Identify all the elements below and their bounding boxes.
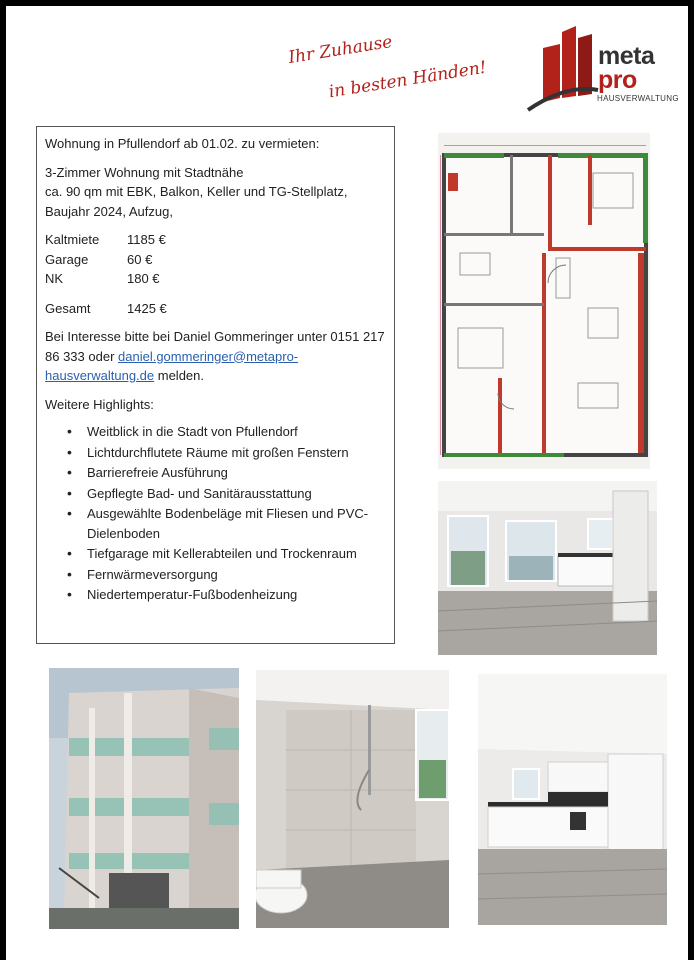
logo-word-pro: pro (598, 66, 637, 94)
contact-suffix: melden. (154, 368, 205, 383)
cost-value: 60 € (127, 251, 153, 267)
cost-label: NK (45, 271, 64, 286)
logo-word-meta: meta (598, 42, 655, 70)
highlight-item: • Niedertemperatur-Fußbodenheizung (45, 585, 386, 605)
living-room-photo (438, 481, 657, 655)
highlight-item: • Gepflegte Bad- und Sanitärausstattung (45, 484, 386, 504)
tagline-line-2: in besten Händen! (327, 57, 488, 103)
cost-label: Garage (45, 251, 89, 267)
listing-info-box (36, 126, 395, 644)
total-label: Gesamt (45, 300, 91, 316)
bathroom-photo (256, 670, 449, 928)
listing-heading: Wohnung in Pfullendorf ab 01.02. zu vermieten: (45, 136, 320, 151)
cost-label: Kaltmiete (45, 232, 100, 247)
contact-prefix: Bei Interesse bitte bei Daniel Gommeringer unter 0151 217 86 333 oder (45, 329, 385, 364)
cost-table (45, 230, 386, 289)
highlight-item: • Tiefgarage mit Kellerabteilen und Trockenraum (45, 544, 386, 564)
contact-text (45, 327, 386, 386)
highlight-item: • Weitblick in die Stadt von Pfullendorf (45, 422, 386, 442)
listing-description: 3-Zimmer Wohnung mit Stadtnähe ca. 90 qm mit EBK, Balkon, Keller und TG-Stellplatz, Baujahr 2024, Aufzug, (45, 164, 348, 219)
highlight-item: • Lichtdurchflutete Räume mit großen Fenstern (45, 443, 386, 463)
highlight-item: • Barrierefreie Ausführung (45, 463, 386, 483)
kitchen-photo (478, 674, 667, 925)
total-value: 1425 € (127, 300, 167, 316)
highlight-item: • Fernwärmeversorgung (45, 565, 386, 585)
floorplan-image (438, 133, 650, 469)
highlights-list (45, 422, 386, 605)
logo-subtitle: HAUSVERWALTUNG (597, 94, 679, 103)
tagline-line-1: Ihr Zuhause (287, 31, 394, 69)
highlight-item: • Ausgewählte Bodenbeläge mit Fliesen und PVC-Dielenboden (45, 504, 386, 543)
building-exterior-photo (49, 668, 239, 929)
cost-total (45, 299, 386, 319)
cost-value: 180 € (127, 271, 160, 286)
cost-value: 1185 € (127, 232, 166, 247)
contact-email-link[interactable]: daniel.gommeringer@metapro-hausverwaltung.de (45, 348, 299, 383)
highlights-title: Weitere Highlights: (45, 396, 154, 412)
